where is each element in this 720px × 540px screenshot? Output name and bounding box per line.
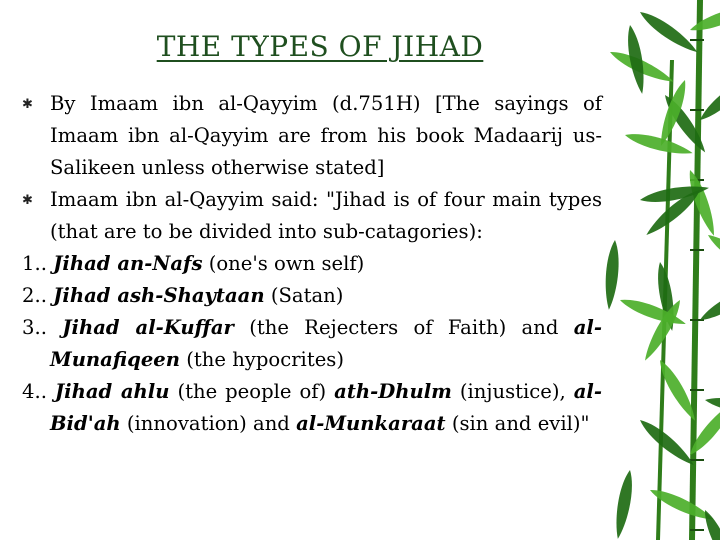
emphasized-term: Jihad an-Nafs: [53, 252, 203, 275]
bamboo-leaf: [697, 280, 720, 325]
emphasized-term: al-Munkaraat: [296, 412, 446, 435]
item-text: (the people of): [169, 380, 335, 403]
slide-body: [22, 88, 602, 440]
asterisk-bullet-icon: ✱: [22, 193, 33, 208]
bullet-paragraph: [22, 184, 602, 248]
item-text: (Satan): [264, 284, 344, 307]
item-text: (the hypocrites): [180, 348, 344, 371]
bullet-paragraph: [22, 88, 602, 184]
asterisk-bullet-icon: ✱: [22, 97, 33, 112]
emphasized-term: al-Bid'ah: [50, 380, 603, 435]
item-text: (the Rejecters of Faith) and: [233, 316, 574, 339]
emphasized-term: Jihad ahlu: [54, 380, 170, 403]
item-number: 3..: [22, 316, 63, 339]
bamboo-leaf: [705, 230, 720, 280]
bamboo-leaf: [636, 415, 697, 469]
item-text: (innovation) and: [120, 412, 297, 435]
bamboo-leaf: [623, 129, 694, 159]
emphasized-term: Jihad al-Kuffar: [62, 316, 234, 339]
slide-title: THE TYPES OF JIHAD: [156, 30, 484, 63]
numbered-item: [22, 376, 602, 440]
numbered-item: [22, 248, 602, 280]
item-text: (sin and evil)": [445, 412, 590, 435]
item-number: 2..: [22, 284, 54, 307]
bamboo-leaf: [603, 239, 621, 310]
numbered-item: [22, 312, 602, 376]
bamboo-leaf: [637, 7, 701, 57]
item-number: 4..: [22, 380, 55, 403]
bamboo-leaf: [688, 0, 720, 35]
bullet-text: By Imaam ibn al-Qayyim (d.751H) [The sayings of Imaam ibn al-Qayyim are from his book Madaarij us-Salikeen unless otherwise stated]: [50, 92, 602, 179]
item-text: (one's own self): [202, 252, 365, 275]
item-text: (injustice),: [451, 380, 574, 403]
numbered-item: [22, 280, 602, 312]
bullet-text: Imaam ibn al-Qayyim said: "Jihad is of four main types (that are to be divided into sub-catagories):: [50, 188, 602, 243]
emphasized-term: ath-Dhulm: [334, 380, 452, 403]
numbered-list: [22, 248, 602, 440]
emphasized-term: Jihad ash-Shaytaan: [53, 284, 265, 307]
item-number: 1..: [22, 252, 54, 275]
emphasized-term: al-Munafiqeen: [50, 316, 602, 371]
bamboo-leaf: [612, 469, 636, 540]
